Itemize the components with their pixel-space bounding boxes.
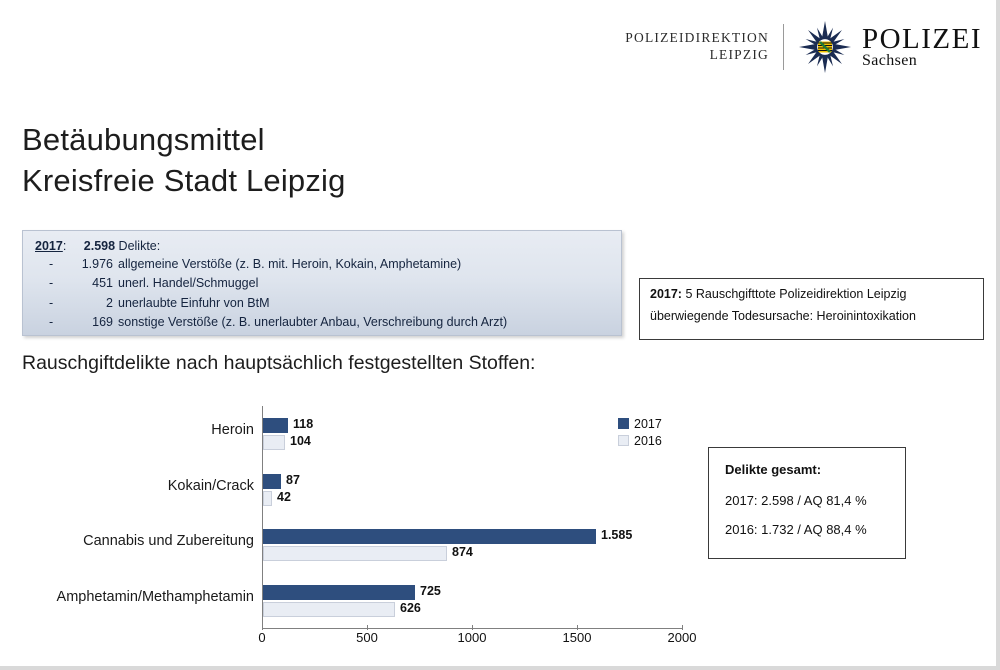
chart-category-group [56,573,683,629]
chart-category-label: Heroin [211,422,254,438]
bar-value-2017: 118 [293,417,314,431]
bar-2016 [263,435,285,450]
list-item-dash: - [49,276,54,291]
bar-value-2016: 874 [452,545,473,559]
bar-2016 [263,491,272,506]
list-item [35,274,611,293]
bar-2017 [263,418,288,433]
drug-deaths-box [639,278,984,340]
drug-offences-chart [0,400,700,660]
list-item [35,313,611,332]
legend-label: 2017 [634,416,662,431]
bar-value-2017: 1.585 [601,528,633,542]
legend-swatch-icon [618,418,629,429]
chart-legend [618,415,662,449]
authority-line-1: POLIZEIDIREKTION [625,30,769,46]
x-tick-label: 0 [258,630,266,645]
list-item-number: 451 [92,276,113,291]
list-item-number: 2 [106,295,113,310]
bar-value-2017: 725 [420,583,441,598]
list-item [35,255,611,274]
bar-2016 [263,602,395,617]
x-tick-label: 1500 [562,630,592,645]
list-item-text: unerlaubte Einfuhr von BtM [118,295,270,310]
offence-year: 2017 [35,239,63,253]
offence-breakdown-box [22,230,622,336]
legend-item-2016 [618,432,662,449]
x-tick-label: 500 [356,630,378,645]
chart-category-label: Cannabis und Zubereitung [83,533,254,549]
brand-name [862,24,982,69]
chart-category-group [83,517,683,573]
drug-deaths-line-1 [650,287,973,301]
list-item-dash: - [49,257,54,271]
chart-x-axis [258,630,697,652]
drug-deaths-text: 5 Rauschgifttote Polizeidirektion Leipzig [685,287,907,301]
list-item-dash: - [49,295,54,310]
x-tick-label: 1000 [457,630,487,645]
totals-box [708,447,906,559]
bar-value-2016: 626 [400,600,421,615]
list-item-text: unerl. Handel/Schmuggel [118,276,259,291]
bar-2017 [263,585,415,600]
list-item-text: sonstige Verstöße (z. B. unerlaubter Anbau, Verschreibung durch Arzt) [118,314,508,329]
offence-breakdown-header [35,239,611,253]
legend-label: 2016 [634,433,662,448]
chart-category-label: Amphetamin/Methamphetamin [56,588,254,605]
offence-total-label: Delikte: [118,239,161,253]
brand-line-2: Sachsen [861,51,918,69]
list-item-number: 169 [92,314,113,329]
page-title-line-1: Betäubungsmittel [22,122,265,157]
bar-2017 [263,474,281,489]
bar-value-2016: 104 [290,434,311,448]
offence-breakdown-list [35,255,611,332]
drug-deaths-year: 2017: [650,287,682,301]
totals-title: Delikte gesamt: [725,462,822,477]
bar-2017 [263,529,596,544]
header-logo-block [625,18,982,76]
page-title-line-2: Kreisfreie Stadt Leipzig [22,162,346,198]
list-item-dash: - [49,314,54,329]
list-item-number: 1.976 [81,257,113,271]
bar-2016 [263,546,447,561]
bar-value-2017: 87 [286,472,300,487]
drug-deaths-line-2: überwiegende Todesursache: Heroinintoxikation [650,309,916,323]
list-item-text: allgemeine Verstöße (z. B. mit. Heroin, Kokain, Amphetamine) [118,257,462,271]
header-divider [783,24,784,70]
chart-category-group [167,462,683,518]
authority-name [625,30,783,64]
chart-category-label: Kokain/Crack [167,477,254,494]
list-item [35,294,611,313]
authority-line-2: LEIPZIG [709,47,769,62]
totals-line-2016: 2016: 1.732 / AQ 88,4 % [725,522,867,537]
bar-value-2016: 42 [277,489,291,504]
chart-subheading: Rauschgiftdelikte nach hauptsächlich festgestellten Stoffen: [22,352,536,374]
totals-line-2017: 2017: 2.598 / AQ 81,4 % [725,493,867,508]
legend-item-2017 [618,415,662,432]
slide-right-edge [996,0,1000,670]
page-title [22,120,346,202]
saxony-star-emblem-icon [798,20,852,74]
offence-year-colon: : [62,239,67,253]
offence-total-count: 2.598 [83,239,116,253]
brand-line-1: POLIZEI [861,23,982,56]
legend-swatch-icon [618,435,629,446]
x-tick-label: 2000 [667,630,697,645]
slide-bottom-edge [0,666,1000,670]
